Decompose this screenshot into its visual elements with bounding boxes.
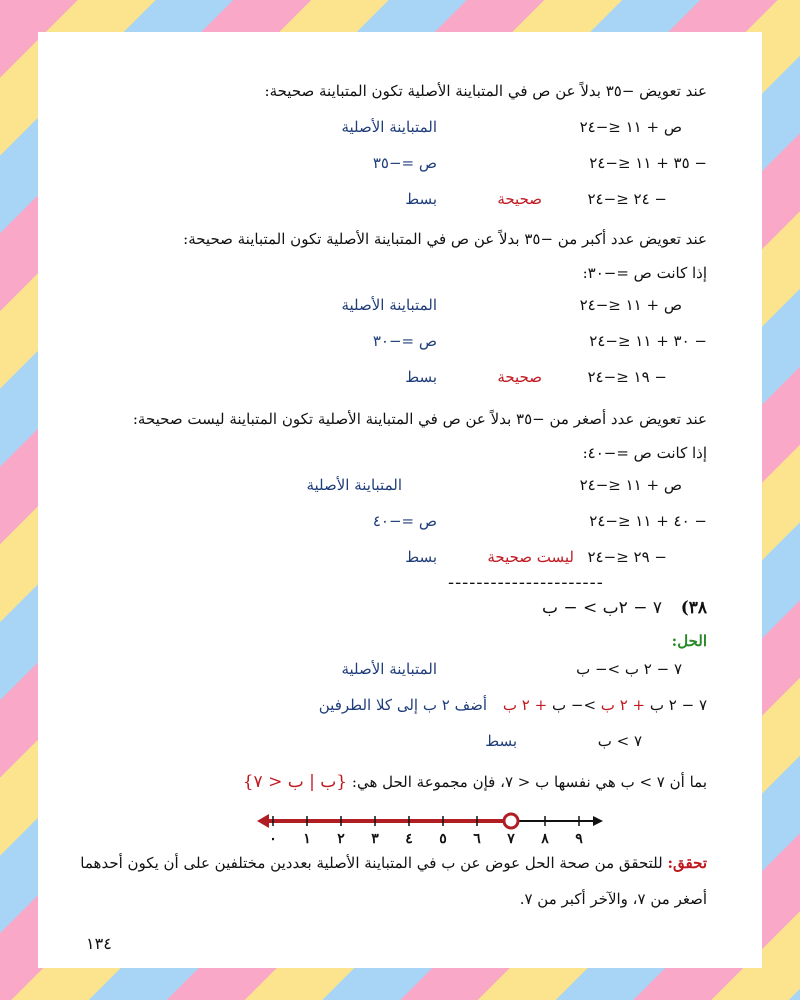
s1-row1-note: المتباينة الأصلية	[341, 118, 437, 136]
s1-row3-note: بسط	[405, 190, 437, 208]
tick-label-2: ٢	[337, 831, 345, 847]
section3-case: إذا كانت ص =−٤٠:	[582, 444, 707, 462]
problem-text: ٧ − ٢ب > − ب	[541, 598, 662, 618]
tick-label-8: ٨	[541, 831, 549, 847]
s2-row1-expr: ص + ١١ ≤−٢٤	[579, 296, 682, 314]
s3-row3-status: ليست صحيحة	[487, 548, 574, 566]
tick-label-5: ٥	[439, 831, 447, 847]
tick-label-1: ١	[303, 831, 311, 847]
solution-arrow-left	[257, 814, 269, 828]
p-row1-note: المتباينة الأصلية	[341, 660, 437, 678]
solution-set: {ب | ب < ٧}	[242, 772, 348, 792]
s3-row2-note: ص =−٤٠	[372, 512, 437, 530]
s1-row2-expr: − ٣٥ + ١١ ≤−٢٤	[589, 154, 707, 172]
tick-label-6: ٦	[473, 831, 481, 847]
p-row2-b: >− ب	[551, 696, 597, 714]
conclusion	[243, 772, 707, 792]
tick-label-4: ٤	[405, 831, 413, 847]
s1-row1-expr: ص + ١١ ≤−٢٤	[579, 118, 682, 136]
conclusion-text: بما أن ٧ > ب هي نفسها ب < ٧، فإن مجموعة الحل هي:	[351, 773, 707, 791]
section2-intro: عند تعويض عدد أكبر من −٣٥ بدلاً عن ص في المتباينة الأصلية تكون المتباينة صحيحة:	[183, 230, 707, 248]
check-label: تحقق:	[667, 854, 707, 872]
s2-row2-expr: − ٣٠ + ١١ ≤−٢٤	[589, 332, 707, 350]
solution-label: الحل:	[671, 632, 707, 650]
s3-row3-expr: − ٢٩ ≤−٢٤	[587, 548, 667, 566]
section1-intro: عند تعويض −٣٥ بدلاً عن ص في المتباينة الأصلية تكون المتباينة صحيحة:	[264, 82, 707, 100]
s3-row3-note: بسط	[405, 548, 437, 566]
s2-row3-expr: − ١٩ ≤−٢٤	[587, 368, 667, 386]
divider: ----------------------	[448, 572, 604, 593]
s3-row1-expr: ص + ١١ ≤−٢٤	[579, 476, 682, 494]
page-number: ١٣٤	[86, 934, 112, 953]
p-row1-expr: ٧ − ٢ ب >− ب	[576, 660, 682, 678]
problem-number: ٣٨)	[680, 598, 707, 618]
open-point	[504, 814, 518, 828]
s1-row3-expr: − ٢٤ ≤−٢٤	[587, 190, 667, 208]
p-row2-plus1: + ٢ ب	[600, 696, 646, 714]
p-row2-a: ٧ − ٢ ب	[649, 696, 707, 714]
check-line2: أصغر من ٧، والآخر أكبر من ٧.	[519, 890, 707, 908]
p-row2-note: أضف ٢ ب إلى كلا الطرفين	[318, 696, 487, 714]
axis-arrow-right	[593, 816, 603, 826]
s2-row2-note: ص =−٣٠	[372, 332, 437, 350]
s3-row1-note: المتباينة الأصلية	[306, 476, 402, 494]
page	[38, 32, 762, 968]
s1-row2-note: ص =−٣٥	[372, 154, 437, 172]
tick-label-9: ٩	[575, 831, 583, 847]
s3-row2-expr: − ٤٠ + ١١ ≤−٢٤	[589, 512, 707, 530]
p-row3-expr: ٧ > ب	[597, 732, 642, 750]
s2-row1-note: المتباينة الأصلية	[341, 296, 437, 314]
s2-row3-status: صحيحة	[497, 368, 542, 386]
s1-row3-status: صحيحة	[497, 190, 542, 208]
p-row2-expr	[503, 696, 707, 714]
tick-label-3: ٣	[371, 831, 379, 847]
p-row2-plus2: + ٢ ب	[502, 696, 548, 714]
tick-label-0: ٠	[269, 831, 277, 847]
check-text1: للتحقق من صحة الحل عوض عن ب في المتباينة الأصلية بعددين مختلفين على أن يكون أحدهما	[80, 854, 663, 872]
tick-label-7: ٧	[507, 831, 515, 847]
section2-case: إذا كانت ص =−٣٠:	[582, 264, 707, 282]
s2-row3-note: بسط	[405, 368, 437, 386]
check-line1	[80, 854, 707, 872]
p-row3-note: بسط	[485, 732, 517, 750]
section3-intro: عند تعويض عدد أصغر من −٣٥ بدلاً عن ص في المتباينة الأصلية تكون المتباينة ليست صحيحة:	[132, 410, 707, 428]
